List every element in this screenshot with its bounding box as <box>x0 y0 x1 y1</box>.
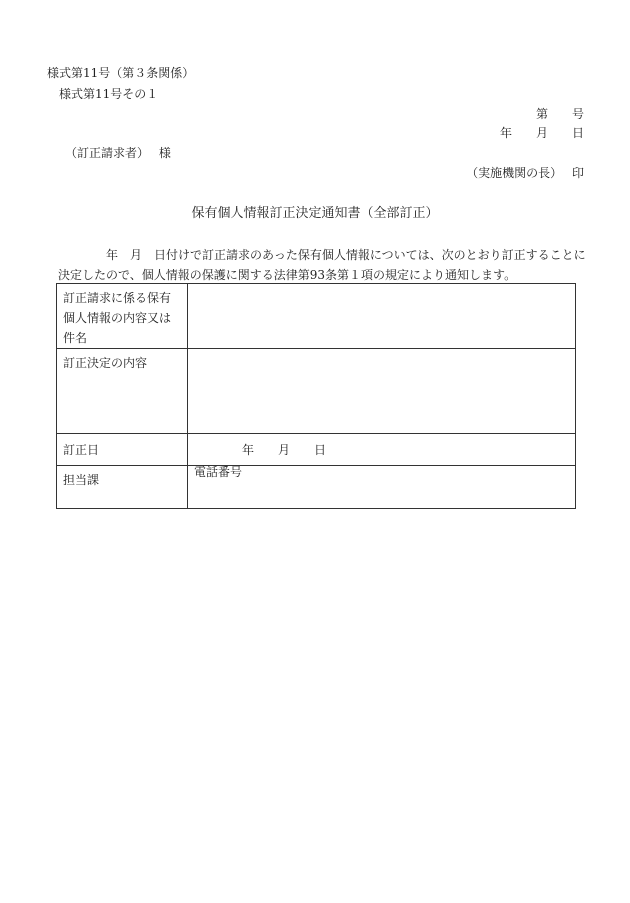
row-value-request-content <box>188 284 576 349</box>
correction-date-value: 年 月 日 <box>242 442 327 457</box>
row-value-phone: 電話番号 <box>188 466 576 509</box>
form-sub-number: 様式第11号その１ <box>59 87 159 101</box>
row-value-decision-content <box>188 349 576 434</box>
row-label-decision-content: 訂正決定の内容 <box>57 349 188 434</box>
body-text: 年 月 日付けで訂正請求のあった保有個人情報については、次のとおり訂正することに決定したので、個人情報の保護に関する法律第93条第１項の規定により通知します。 <box>58 248 586 282</box>
row-label-department: 担当課 <box>57 466 188 509</box>
form-number: 様式第11号（第３条関係） <box>47 66 195 80</box>
row-label-request-content: 訂正請求に係る保有個人情報の内容又は件名 <box>57 284 188 349</box>
issuer: （実施機関の長） 印 <box>466 166 584 180</box>
info-table <box>56 283 576 509</box>
table-row <box>57 466 576 509</box>
document-number: 第 号 <box>535 107 584 121</box>
table-row <box>57 434 576 466</box>
document-title: 保有個人情報訂正決定通知書（全部訂正） <box>191 206 439 221</box>
table-row <box>57 284 576 349</box>
table-row <box>57 349 576 434</box>
row-label-correction-date: 訂正日 <box>57 434 188 466</box>
row-value-correction-date <box>188 434 576 466</box>
addressee: （訂正請求者） 様 <box>65 146 171 160</box>
document-date: 年 月 日 <box>499 126 584 140</box>
